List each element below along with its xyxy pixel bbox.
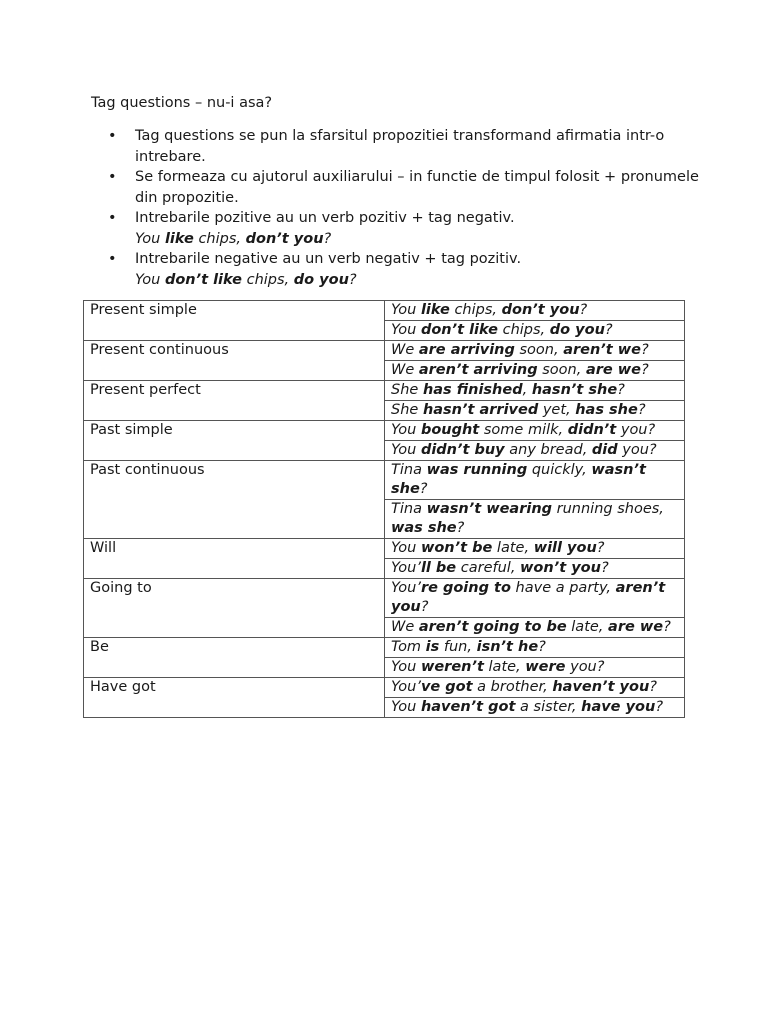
example-emphasis: bought bbox=[420, 422, 480, 438]
example-text: You bbox=[391, 540, 421, 556]
tense-cell: Past continuous bbox=[84, 461, 385, 539]
bullet-text: Intrebarile negative au un verb negativ + tag pozitiv. bbox=[135, 251, 522, 267]
example-emphasis: like bbox=[420, 302, 450, 318]
example-text: chips, bbox=[193, 230, 246, 247]
example-text: some milk, bbox=[479, 422, 568, 438]
example-text: ? bbox=[579, 302, 588, 318]
example-text: ? bbox=[538, 639, 546, 655]
example-emphasis: has she bbox=[575, 402, 638, 418]
bullet-example bbox=[135, 270, 720, 291]
example-emphasis: won’t you bbox=[520, 560, 601, 576]
example-text: ? bbox=[596, 540, 605, 556]
table-row bbox=[84, 381, 685, 401]
example-cell bbox=[385, 441, 685, 461]
example-text: chips, bbox=[449, 302, 502, 318]
example-text: She bbox=[391, 402, 423, 418]
example-text: You bbox=[391, 659, 421, 675]
example-emphasis: don’t like bbox=[164, 271, 242, 288]
example-text: She bbox=[391, 382, 423, 398]
example-emphasis: ve got bbox=[420, 679, 473, 695]
example-cell bbox=[385, 539, 685, 559]
example-cell bbox=[385, 361, 685, 381]
example-cell bbox=[385, 321, 685, 341]
example-cell bbox=[385, 559, 685, 579]
example-text: We bbox=[391, 362, 419, 378]
example-emphasis: didn’t buy bbox=[420, 442, 505, 458]
example-text: ? bbox=[420, 599, 429, 615]
example-text: We bbox=[391, 619, 419, 635]
example-text: ? bbox=[419, 481, 428, 497]
example-text: you? bbox=[565, 659, 605, 675]
example-emphasis: are we bbox=[608, 619, 664, 635]
example-text: a brother, bbox=[472, 679, 553, 695]
example-emphasis: will you bbox=[533, 540, 597, 556]
table-row bbox=[84, 341, 685, 361]
table-row bbox=[84, 638, 685, 658]
example-text: ? bbox=[323, 230, 332, 247]
bullet-item bbox=[135, 208, 720, 249]
tense-cell: Present simple bbox=[84, 301, 385, 341]
bullet-example bbox=[135, 229, 720, 250]
bullet-item bbox=[135, 167, 720, 208]
example-emphasis: was running bbox=[426, 462, 528, 478]
example-text: yet, bbox=[538, 402, 576, 418]
example-emphasis: isn’t he bbox=[476, 639, 539, 655]
tense-cell: Going to bbox=[84, 579, 385, 638]
table-row bbox=[84, 461, 685, 500]
example-emphasis: do you bbox=[549, 322, 605, 338]
example-emphasis: aren’t you bbox=[391, 580, 666, 615]
example-text: You bbox=[135, 271, 165, 288]
example-emphasis: were bbox=[525, 659, 566, 675]
example-text: chips, bbox=[242, 271, 294, 288]
example-text: ? bbox=[649, 679, 657, 695]
example-emphasis: wasn’t she bbox=[391, 462, 646, 497]
example-text: ? bbox=[641, 362, 649, 378]
example-text: fun, bbox=[439, 639, 477, 655]
table-row bbox=[84, 539, 685, 559]
example-text: late, bbox=[566, 619, 609, 635]
table-row bbox=[84, 301, 685, 321]
example-text: careful, bbox=[456, 560, 521, 576]
example-text: Tina bbox=[391, 501, 427, 517]
example-text: ? bbox=[348, 271, 357, 288]
example-emphasis: don’t like bbox=[420, 322, 498, 338]
example-emphasis: re going to bbox=[420, 580, 511, 596]
tense-cell: Present perfect bbox=[84, 381, 385, 421]
bullet-item bbox=[135, 126, 720, 167]
example-emphasis: hasn’t arrived bbox=[422, 402, 539, 418]
example-cell bbox=[385, 638, 685, 658]
example-emphasis: didn’t bbox=[567, 422, 617, 438]
example-emphasis: don’t you bbox=[501, 302, 580, 318]
example-text: You’ bbox=[391, 580, 421, 596]
tense-cell: Present continuous bbox=[84, 341, 385, 381]
example-text: a sister, bbox=[515, 699, 582, 715]
example-cell bbox=[385, 698, 685, 718]
example-cell bbox=[385, 401, 685, 421]
example-emphasis: is bbox=[425, 639, 440, 655]
example-cell bbox=[385, 301, 685, 321]
example-text: you? bbox=[616, 422, 656, 438]
example-text: ? bbox=[456, 520, 465, 536]
example-emphasis: haven’t you bbox=[552, 679, 650, 695]
example-emphasis: wasn’t wearing bbox=[426, 501, 553, 517]
bullet-item bbox=[135, 249, 720, 290]
example-cell bbox=[385, 341, 685, 361]
example-text: ? bbox=[617, 382, 625, 398]
example-emphasis: won’t be bbox=[420, 540, 493, 556]
example-cell bbox=[385, 658, 685, 678]
example-emphasis: was she bbox=[391, 520, 457, 536]
example-text: quickly, bbox=[527, 462, 592, 478]
example-emphasis: like bbox=[164, 230, 194, 247]
example-text: running shoes, bbox=[552, 501, 664, 517]
bullet-text: Intrebarile pozitive au un verb pozitiv + tag negativ. bbox=[135, 210, 515, 226]
example-text: ? bbox=[663, 619, 671, 635]
example-text: You bbox=[391, 422, 421, 438]
table-row bbox=[84, 678, 685, 698]
example-text: ? bbox=[641, 342, 649, 358]
tag-questions-table bbox=[83, 300, 685, 718]
example-emphasis: aren’t arriving bbox=[418, 362, 538, 378]
tense-cell: Past simple bbox=[84, 421, 385, 461]
example-text: have a party, bbox=[510, 580, 616, 596]
example-emphasis: do you bbox=[293, 271, 349, 288]
bullet-list bbox=[108, 126, 720, 290]
example-text: You bbox=[391, 322, 421, 338]
example-text: You bbox=[391, 442, 421, 458]
example-emphasis: have you bbox=[581, 699, 656, 715]
example-text: You bbox=[391, 699, 421, 715]
example-emphasis: haven’t got bbox=[420, 699, 516, 715]
example-text: ? bbox=[604, 322, 613, 338]
example-emphasis: don’t you bbox=[245, 230, 324, 247]
example-emphasis: has finished bbox=[422, 382, 523, 398]
tense-cell: Be bbox=[84, 638, 385, 678]
example-cell bbox=[385, 678, 685, 698]
example-text: Tom bbox=[391, 639, 426, 655]
example-cell bbox=[385, 381, 685, 401]
example-emphasis: aren’t going to be bbox=[418, 619, 567, 635]
example-text: late, bbox=[483, 659, 526, 675]
example-cell bbox=[385, 618, 685, 638]
page-title: Tag questions – nu-i asa? bbox=[91, 95, 273, 111]
example-emphasis: ll be bbox=[420, 560, 457, 576]
table-row bbox=[84, 579, 685, 618]
table-row bbox=[84, 421, 685, 441]
example-emphasis: are arriving bbox=[418, 342, 515, 358]
example-text: You’ bbox=[391, 560, 421, 576]
example-emphasis: did bbox=[591, 442, 618, 458]
bullet-text: Se formeaza cu ajutorul auxiliarului – in functie de timpul folosit + pronumele din propozitie. bbox=[135, 169, 699, 206]
example-emphasis: aren’t we bbox=[563, 342, 642, 358]
example-text: late, bbox=[492, 540, 534, 556]
bullet-text: Tag questions se pun la sfarsitul propozitiei transformand afirmatia intr-o intrebare. bbox=[135, 128, 665, 165]
example-cell bbox=[385, 421, 685, 441]
example-text: You bbox=[135, 230, 165, 247]
tense-cell: Will bbox=[84, 539, 385, 579]
example-text: We bbox=[391, 342, 419, 358]
example-text: ? bbox=[637, 402, 646, 418]
tense-cell: Have got bbox=[84, 678, 385, 718]
example-text: ? bbox=[600, 560, 609, 576]
example-text: any bread, bbox=[504, 442, 592, 458]
example-emphasis: hasn’t she bbox=[531, 382, 618, 398]
example-text: soon, bbox=[514, 342, 564, 358]
example-text: ? bbox=[655, 699, 664, 715]
example-emphasis: are we bbox=[585, 362, 642, 378]
example-cell bbox=[385, 579, 685, 618]
example-text: Tina bbox=[391, 462, 427, 478]
example-text: You’ bbox=[391, 679, 421, 695]
example-text: You bbox=[391, 302, 421, 318]
example-text: , bbox=[522, 382, 532, 398]
example-cell bbox=[385, 461, 685, 500]
example-text: you? bbox=[617, 442, 657, 458]
example-text: soon, bbox=[537, 362, 586, 378]
example-emphasis: weren’t bbox=[420, 659, 484, 675]
example-cell bbox=[385, 500, 685, 539]
example-text: chips, bbox=[498, 322, 550, 338]
